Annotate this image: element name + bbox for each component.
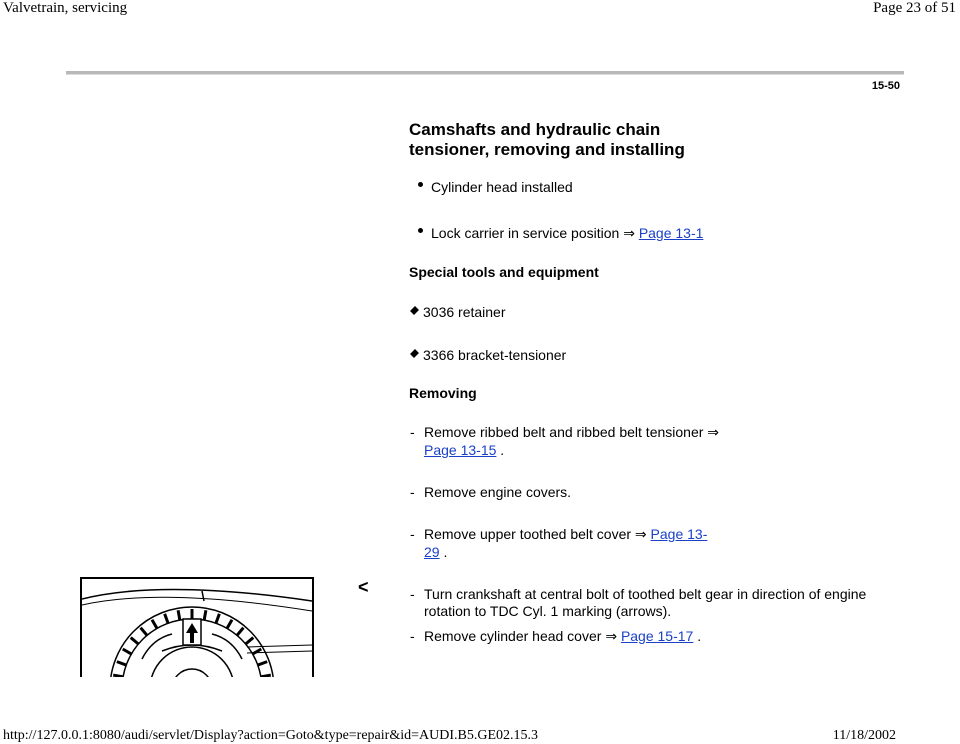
- tool-item: [411, 304, 506, 321]
- step-dash: -: [410, 424, 415, 440]
- gear-tooth: [117, 662, 126, 665]
- step-dash: -: [410, 628, 415, 644]
- gear-tooth: [123, 649, 132, 654]
- step-tail: .: [697, 628, 702, 644]
- link-page-13-29[interactable]: Page 13-: [650, 526, 708, 542]
- step-text: Turn crankshaft at central bolt of toothed belt gear in direction of engine: [424, 586, 867, 602]
- gear-tooth: [178, 610, 180, 620]
- header-rule: [66, 71, 904, 75]
- arrow-right-icon: ⇒: [707, 425, 720, 441]
- page-number: 15-50: [871, 80, 900, 92]
- prereq-item: [418, 179, 573, 196]
- removing-heading: Removing: [409, 385, 477, 401]
- title-line-1: Camshafts and hydraulic chain: [409, 120, 661, 139]
- tool-item: [411, 347, 566, 364]
- arrow-right-icon: ⇒: [634, 527, 647, 543]
- gear-tooth: [253, 649, 262, 654]
- link-page-13-1[interactable]: Page 13-1: [638, 225, 704, 241]
- gear-tooth: [113, 675, 123, 677]
- gear-tooth: [204, 610, 206, 620]
- step-tail: .: [443, 544, 448, 560]
- page-title: [409, 120, 685, 160]
- prereq-text: Lock carrier in service position: [431, 225, 620, 241]
- bullet-dot-icon: [418, 182, 423, 187]
- gear-tooth: [131, 638, 139, 644]
- step-text: Remove ribbed belt and ribbed belt tensioner: [424, 424, 704, 440]
- gear-tooth: [141, 628, 147, 636]
- gear-tooth: [246, 638, 254, 644]
- step-text: Remove upper toothed belt cover: [424, 526, 632, 542]
- title-line-2: tensioner, removing and installing: [409, 140, 685, 159]
- step-tail: .: [500, 442, 505, 458]
- document-section-title: Valvetrain, servicing: [3, 0, 128, 16]
- prereq-text: Cylinder head installed: [431, 179, 573, 195]
- gear-illustration: [80, 577, 314, 677]
- step-dash: -: [410, 586, 415, 602]
- gear-tooth: [216, 614, 219, 623]
- gear-tooth: [227, 620, 232, 629]
- page-counter: Page 23 of 51: [873, 0, 956, 16]
- gear-tooth: [152, 620, 157, 629]
- gear-tooth: [258, 662, 267, 665]
- arrow-right-icon: ⇒: [623, 226, 635, 242]
- toothed-gear-drawing: [82, 579, 312, 677]
- link-page-13-29-cont[interactable]: 29: [424, 544, 440, 560]
- step-text: Remove cylinder head cover: [424, 628, 602, 644]
- step-text-line2: rotation to TDC Cyl. 1 marking (arrows).: [424, 603, 672, 619]
- link-page-15-17[interactable]: Page 15-17: [620, 628, 694, 644]
- footer-date: 11/18/2002: [832, 728, 896, 743]
- link-page-13-15[interactable]: Page 13-15: [424, 442, 497, 458]
- bullet-dot-icon: [418, 228, 423, 233]
- tool-text: 3036 retainer: [423, 304, 506, 320]
- diamond-bullet-icon: [410, 306, 419, 315]
- diamond-bullet-icon: [410, 349, 419, 358]
- prereq-item: [418, 225, 703, 243]
- footer-url: http://127.0.0.1:8080/audi/servlet/Display?action=Goto&type=repair&id=AUDI.B5.GE02.15.3: [3, 728, 538, 743]
- figure-pointer-icon: <: [358, 577, 369, 597]
- gear-tooth: [261, 675, 271, 677]
- step-text: Remove engine covers.: [424, 484, 572, 500]
- step-dash: -: [410, 484, 415, 500]
- special-tools-heading: Special tools and equipment: [409, 264, 599, 280]
- tool-text: 3366 bracket-tensioner: [423, 347, 567, 363]
- gear-tooth: [165, 614, 168, 623]
- arrow-right-icon: ⇒: [605, 629, 618, 645]
- step-dash: -: [410, 526, 415, 542]
- gear-tooth: [237, 628, 243, 636]
